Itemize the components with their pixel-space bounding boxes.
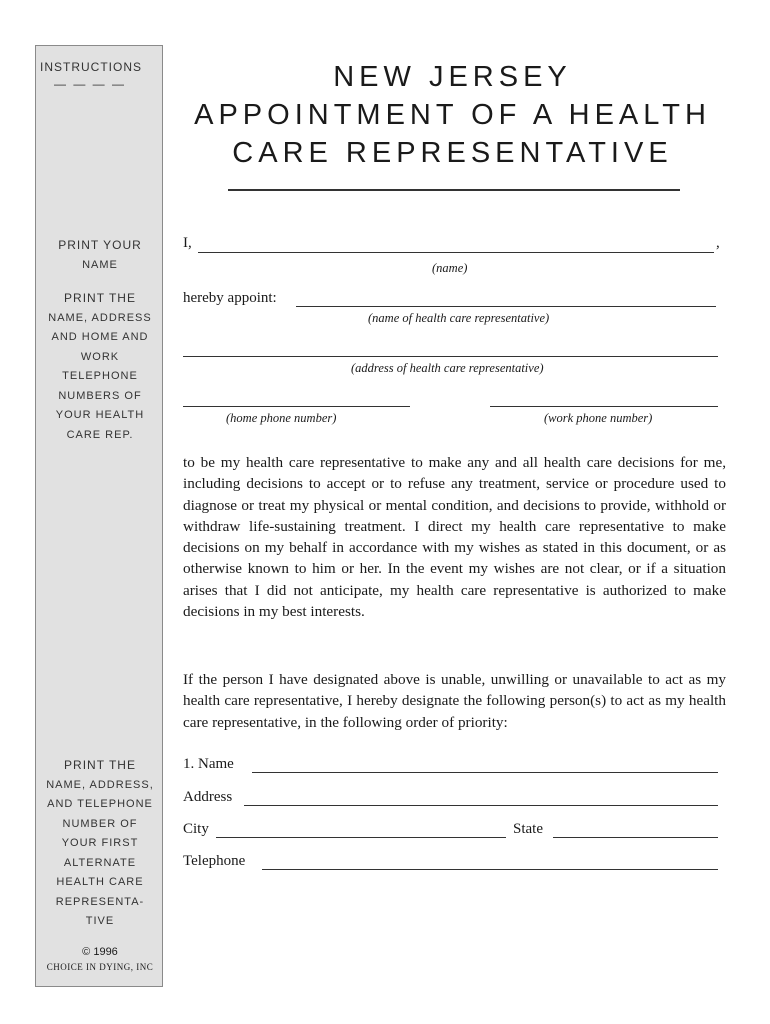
alternate-name-field[interactable] — [252, 772, 718, 773]
appoint-label: hereby appoint: — [183, 290, 277, 306]
instructions-heading: INSTRUCTIONS — [40, 60, 142, 74]
representative-name-field[interactable] — [296, 306, 716, 307]
representative-address-field[interactable] — [183, 356, 718, 357]
work-phone-caption: (work phone number) — [544, 411, 653, 425]
representative-address-caption: (address of health care representative) — [351, 361, 544, 375]
copyright-notice — [36, 944, 164, 974]
home-phone-field[interactable] — [183, 406, 410, 407]
name-caption: (name) — [432, 261, 468, 275]
copyright-org: CHOICE IN DYING, INC — [46, 962, 154, 972]
alternate-state-label: State — [513, 821, 543, 837]
instructions-sidebar — [35, 45, 163, 987]
authority-paragraph: to be my health care representative to make any and all health care decisions for me, including decisions to accept or to refuse any treatment, service or procedure used to diagnose or treat my physical or mental condition, and decisions to provide, withhold or withdraw life-sustaining treatment. I direct my health care representative to make decisions on my behalf in accordance with my wishes as stated in this document, or as otherwise known to him or her. In the event my wishes are not clear, or if a situation arises that I did not anticipate, my health care representative is authorized to make decisions in my best interests. — [183, 454, 726, 621]
principal-name-field[interactable] — [198, 252, 714, 253]
work-phone-field[interactable] — [490, 406, 718, 407]
alternate-state-field[interactable] — [553, 837, 718, 838]
alternate-city-label: City — [183, 821, 209, 837]
alternate-address-label: Address — [183, 789, 233, 805]
copyright-year: © 1996 — [82, 946, 118, 958]
instruction-print-representative: PRINT THE NAME, ADDRESS AND HOME AND WORK TELEPHONE NUMBERS OF YOUR HEALTH CARE REP. — [48, 291, 152, 441]
instruction-print-name: PRINT YOUR NAME — [58, 238, 142, 271]
alternate-phone-field[interactable] — [262, 869, 718, 870]
i-line-end: , — [716, 235, 720, 251]
alternate-phone-label: Telephone — [183, 853, 246, 869]
alternate-address-field[interactable] — [244, 805, 718, 806]
representative-name-caption: (name of health care representative) — [368, 311, 550, 325]
title-divider — [228, 189, 680, 191]
i-label: I, — [183, 235, 192, 251]
alternate-city-field[interactable] — [216, 837, 506, 838]
home-phone-caption: (home phone number) — [226, 411, 337, 425]
alternate-paragraph: If the person I have designated above is unable, unwilling or unavailable to act as my health care representative, I hereby designate the following person(s) to act as my health care representative, in the following order of priority: — [183, 671, 726, 731]
alternate-name-label: 1. Name — [183, 756, 234, 772]
document-title: NEW JERSEY APPOINTMENT OF A HEALTH CARE REPRESENTATIVE — [194, 61, 711, 169]
instructions-underline: — — — — — [54, 77, 127, 91]
instruction-print-alternate: PRINT THE NAME, ADDRESS, AND TELEPHONE NUMBER OF YOUR FIRST ALTERNATE HEALTH CARE REPRESENTA- TIVE — [46, 758, 154, 927]
